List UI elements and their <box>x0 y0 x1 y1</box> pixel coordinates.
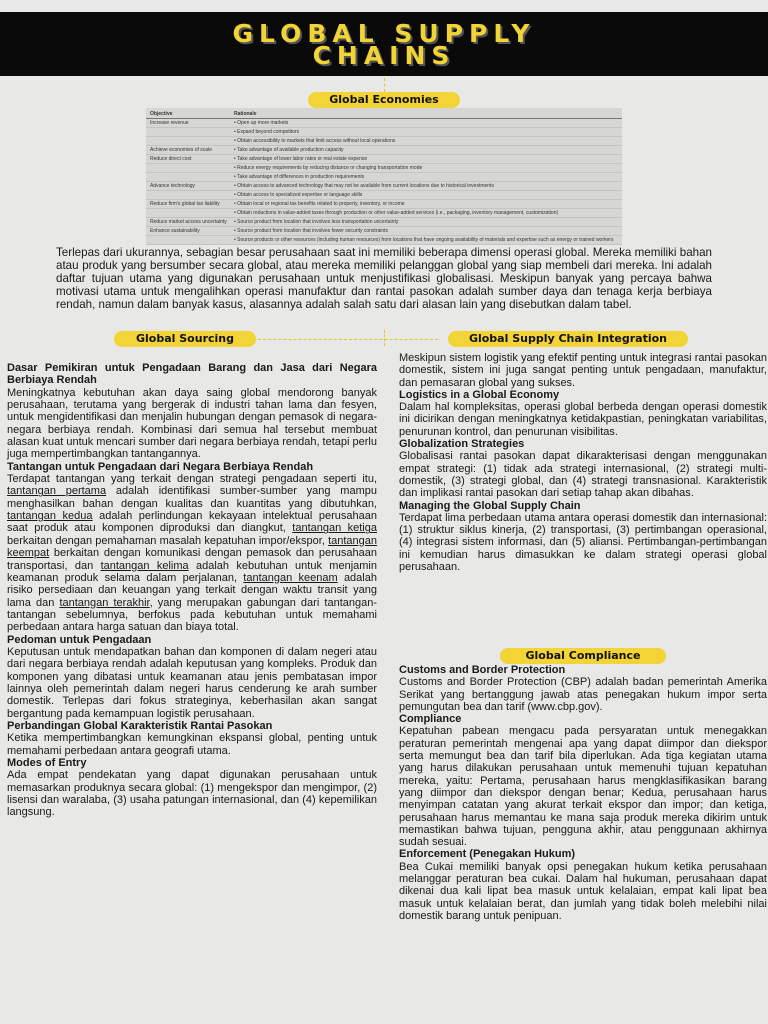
paragraph-guidelines: Keputusan untuk mendapatkan bahan dan komponen di dalam negeri atau dari negara berbiaya rendah adalah keputusan yang kompleks. Produk dan komponen yang dibatasi untuk keamanan atau jenis pembatasan impor lainnya oleh pemerintah dalam negeri harus cenderung ke arah sumber domestik. Terlepas dari fokus strateginya, keberhasilan akan sangat bergantung pada kemampuan logistik perusahaan. <box>7 645 377 720</box>
underline-first: tantangan pertama <box>7 485 107 498</box>
objective-cell <box>150 129 234 135</box>
table-row <box>146 218 622 227</box>
title-banner <box>0 12 768 76</box>
paragraph-logistics: Dalam hal kompleksitas, operasi global berbeda dengan operasi domestik ini dicirikan dengan meningkatnya ketidakpastian, peningkatan variabilitas, penurunan kontrol, dan penurunan visibilitas. <box>399 401 767 438</box>
rationale-cell: • Obtain accessibility to markets that limit access without local operations <box>234 138 396 144</box>
heading-modes-of-entry: Modes of Entry <box>7 757 87 769</box>
paragraph-integration: Meskipun sistem logistik yang efektif penting untuk integrasi rantai pasokan domestik, sistem ini juga sangat penting untuk pengadaan, manufaktur, dan pemasaran global yang sukses. <box>399 352 767 389</box>
intro-paragraph: Terlepas dari ukurannya, sebagian besar perusahaan saat ini memiliki beberapa dimensi operasi global. Mereka memiliki bahan atau produk yang bersumber secara global, atau mereka memiliki pelanggan global yang siap membeli dari mereka. Ini adalah daftar tujuan utama yang digunakan perusahaan untuk menjustifikasi globalisasi. Meskipun banyak yang percaya bahwa motivasi utama untuk mengalihkan operasi manufaktur dan rantai pasokan adalah sumber daya dan tenaga kerja berbiaya rendah, namun dalam banyak kasus, alasannya adalah salah satu dari alasan lain yang disebutkan dalam tabel. <box>56 246 712 311</box>
text: Terdapat tantangan yang terkait dengan strategi pengadaan seperti itu, <box>7 473 377 486</box>
objectives-table <box>146 108 622 244</box>
title-line-1: GLOBAL SUPPLY <box>232 19 536 48</box>
table-row <box>146 155 622 164</box>
table-row <box>146 182 622 191</box>
paragraph-customs: Customs and Border Protection (CBP) adalah badan pemerintah Amerika Serikat yang bertanggung jawab atas penegakan hukum impor serta pemungutan bea dan tarif (www.cbp.gov). <box>399 676 767 713</box>
objective-cell <box>150 210 234 216</box>
rationale-cell: • Source product from location that involves fewer security constraints <box>234 228 389 234</box>
section-global-compliance: Global Compliance <box>500 648 666 664</box>
table-row <box>146 236 622 245</box>
heading-challenges: Tantangan untuk Pengadaan dari Negara Berbiaya Rendah <box>7 460 314 473</box>
table-row <box>146 137 622 146</box>
rationale-cell: • Open up more markets <box>234 120 289 126</box>
rationale-cell: • Take advantage of differences in production requirements <box>234 174 365 180</box>
heading-logistics: Logistics in a Global Economy <box>399 388 560 401</box>
right-column-bottom <box>399 664 767 922</box>
paragraph-globalization: Globalisasi rantai pasokan dapat dikarakterisasi dengan menggunakan empat strategi: (1) tidak ada strategi internasional, (2) strategi multi-domestik, (3) strategi global, dan (4) strategi transnasional. Karakteristik dan implikasi rantai pasokan dari setiap tahap akan dibahas. <box>399 450 767 500</box>
text: , yang merupakan gabungan dari tantangan-tantangan sebelumnya, berfokus pada kebutuhan untuk memahami perbedaan antara harga satuan dan biaya total. <box>7 596 377 634</box>
objective-cell <box>150 237 234 243</box>
paragraph-enforcement: Bea Cukai memiliki banyak opsi penegakan hukum ketika perusahaan melanggar peraturan bea cukai. Dalam hal hukuman, perusahaan dapat dikenai dua kali lipat bea masuk untuk kelalaian, empat kali lipat bea masuk untuk kelalaian berat, dan jumlah yang tidak boleh melebihi nilai domestik barang untuk penipuan. <box>399 860 767 922</box>
table-row <box>146 191 622 200</box>
table-row <box>146 173 622 182</box>
paragraph-modes-of-entry: Ada empat pendekatan yang dapat digunakan perusahaan untuk memasarkan produknya secara global: (1) mengekspor dan mengimpor, (2) lisensi dan waralaba, (3) usaha patungan internasional, dan (4) kepemilikan langsung. <box>7 769 377 819</box>
text: adalah kebutuhan untuk menjamin keamanan produk selama dalam perjalanan, <box>7 559 377 584</box>
table-row <box>146 119 622 128</box>
title-line-2: CHAINS <box>312 41 456 70</box>
objective-cell: Increase revenue <box>150 120 189 126</box>
objective-cell: Achieve economies of scale <box>150 147 212 153</box>
section-global-sourcing: Global Sourcing <box>114 331 256 347</box>
rationale-cell: • Obtain local or regional tax benefits related to property, inventory, or income <box>234 201 405 207</box>
underline-third: tantangan ketiga <box>292 522 377 535</box>
underline-second: tantangan kedua <box>7 510 93 523</box>
rationale-cell: • Source products or other resources (including human resources) from locations that have ongoing availability of materials and expertise such as energy or trained workers <box>234 237 614 243</box>
heading-enforcement: Enforcement (Penegakan Hukum) <box>399 848 576 861</box>
heading-globalization: Globalization Strategies <box>399 438 525 451</box>
rationale-cell: • Take advantage of available production capacity <box>234 147 344 153</box>
rationale-cell: • Obtain reductions in value-added taxes through production or other value-added services (i.e., packaging, inventory management, customization) <box>234 210 559 216</box>
underline-last: tantangan terakhir <box>59 596 150 609</box>
underline-fifth: tantangan kelima <box>100 559 189 572</box>
heading-compliance: Compliance <box>399 713 462 726</box>
table-header <box>146 108 622 119</box>
left-column <box>7 362 377 819</box>
table-row <box>146 200 622 209</box>
text: adalah identifikasi sumber-sumber yang mampu menghasilkan bahan dengan kualitas dan kuantitas yang dibutuhkan, <box>7 485 377 510</box>
heading-guidelines: Pedoman untuk Pengadaan <box>7 633 152 646</box>
rationale-cell: • Source product from location that involves less transportation uncertainty <box>234 219 399 225</box>
objective-cell: Reduce direct cost <box>150 156 192 162</box>
connector-middle <box>258 339 438 340</box>
objective-cell <box>150 174 234 180</box>
table-body <box>146 119 622 245</box>
objective-cell <box>150 192 234 198</box>
paragraph-rationale: Meningkatnya kebutuhan akan daya saing global mendorong banyak perusahaan, terutama yang bergerak di industri tahan lama dan fesyen, untuk mengidentifikasi dan menjalin hubungan dengan pemasok di negara-negara berbiaya rendah. Kombinasi dari semua hal tersebut membuat alasan kuat untuk mencari sumber dari negara berbiaya rendah, tetapi perlu juga mempertimbangkan tantangannya. <box>7 386 377 461</box>
objective-cell: Reduce firm's global tax liability <box>150 201 220 207</box>
rationale-cell: • Reduce energy requirements by reducing distance or changing transportation mode <box>234 165 423 171</box>
paragraph-managing: Terdapat lima perbedaan utama antara operasi domestik dan internasional: (1) struktur siklus kinerja, (2) transportasi, (3) pertimbangan operasional, (4) integrasi sistem informasi, dan (5) aliansi. Pertimbangan-pertimbangan ini kemudian harus dimasukkan ke dalam strategi operasi global perusahaan. <box>399 511 767 574</box>
text: adalah perlindungan kekayaan intelektual perusahaan saat produk atau komponen diproduksi dan diangkut, <box>7 510 377 535</box>
table-row <box>146 146 622 155</box>
table-header-cell: Objective <box>150 111 173 117</box>
paragraph-comparison: Ketika mempertimbangkan kemungkinan ekspansi global, penting untuk memahami perbedaan antara geografi utama. <box>7 732 377 757</box>
rationale-cell: • Obtain access to specialized expertise or language skills <box>234 192 363 198</box>
paragraph-challenges <box>7 473 377 633</box>
objective-cell <box>150 138 234 144</box>
rationale-cell: • Expand beyond competitors <box>234 129 300 135</box>
underline-sixth: tantangan keenam <box>243 571 338 584</box>
underline-fourth: tantangan keempat <box>7 534 377 560</box>
rationale-cell: • Obtain access to advanced technology that may not be available from current locations due to historical investments <box>234 183 494 189</box>
heading-managing: Managing the Global Supply Chain <box>399 499 581 512</box>
text: berkaitan dengan komunikasi dengan pemasok dan perusahaan transportasi, dan <box>7 547 377 572</box>
objective-cell <box>150 165 234 171</box>
table-header-cell: Rationale <box>234 111 257 117</box>
rationale-cell: • Take advantage of lower labor rates or real estate expense <box>234 156 368 162</box>
table-row <box>146 227 622 236</box>
table-row <box>146 128 622 137</box>
text: berkaitan dengan pemahaman masalah kepatuhan impor/ekspor, <box>7 534 329 547</box>
paragraph-compliance: Kepatuhan pabean mengacu pada persyaratan untuk menegakkan peraturan pemerintah mengenai apa yang dapat diimpor dan diekspor serta memungut bea dan tarif bila diperlukan. Ada tiga kegiatan utama yang harus dilakukan perusahaan untuk memenuhi tujuan kepatuhan mereka, yaitu: Pertama, perusahaan harus mengklasifikasikan barang yang diimpor dan diekspor dengan benar; Kedua, perusahaan harus menyimpan catatan yang akurat terkait ekspor dan impor; dan ketiga, perusahaan harus memantau ke mana saja produk mereka dikirim untuk memastikan bahwa tujuan, pengguna akhir, atau penggunaan akhirnya sudah sesuai. <box>399 725 767 849</box>
objective-cell: Reduce market access uncertainty <box>150 219 227 225</box>
heading-customs: Customs and Border Protection <box>399 664 566 676</box>
table-row <box>146 209 622 218</box>
heading-comparison: Perbandingan Global Karakteristik Rantai Pasokan <box>7 719 273 732</box>
objective-cell: Advance technology <box>150 183 196 189</box>
section-supply-chain-integration: Global Supply Chain Integration <box>448 331 688 347</box>
heading-rationale: Dasar Pemikiran untuk Pengadaan Barang dan Jasa dari Negara Berbiaya Rendah <box>7 362 377 387</box>
section-global-economies: Global Economies <box>308 92 460 108</box>
connector-top <box>384 78 385 92</box>
connector-middle-vertical <box>384 330 385 346</box>
table-row <box>146 164 622 173</box>
objective-cell: Enhance sustainability <box>150 228 200 234</box>
right-column-top <box>399 352 767 573</box>
text: adalah risiko persediaan dan keuangan yang terkait dengan waktu transit yang lama dan <box>7 571 377 609</box>
